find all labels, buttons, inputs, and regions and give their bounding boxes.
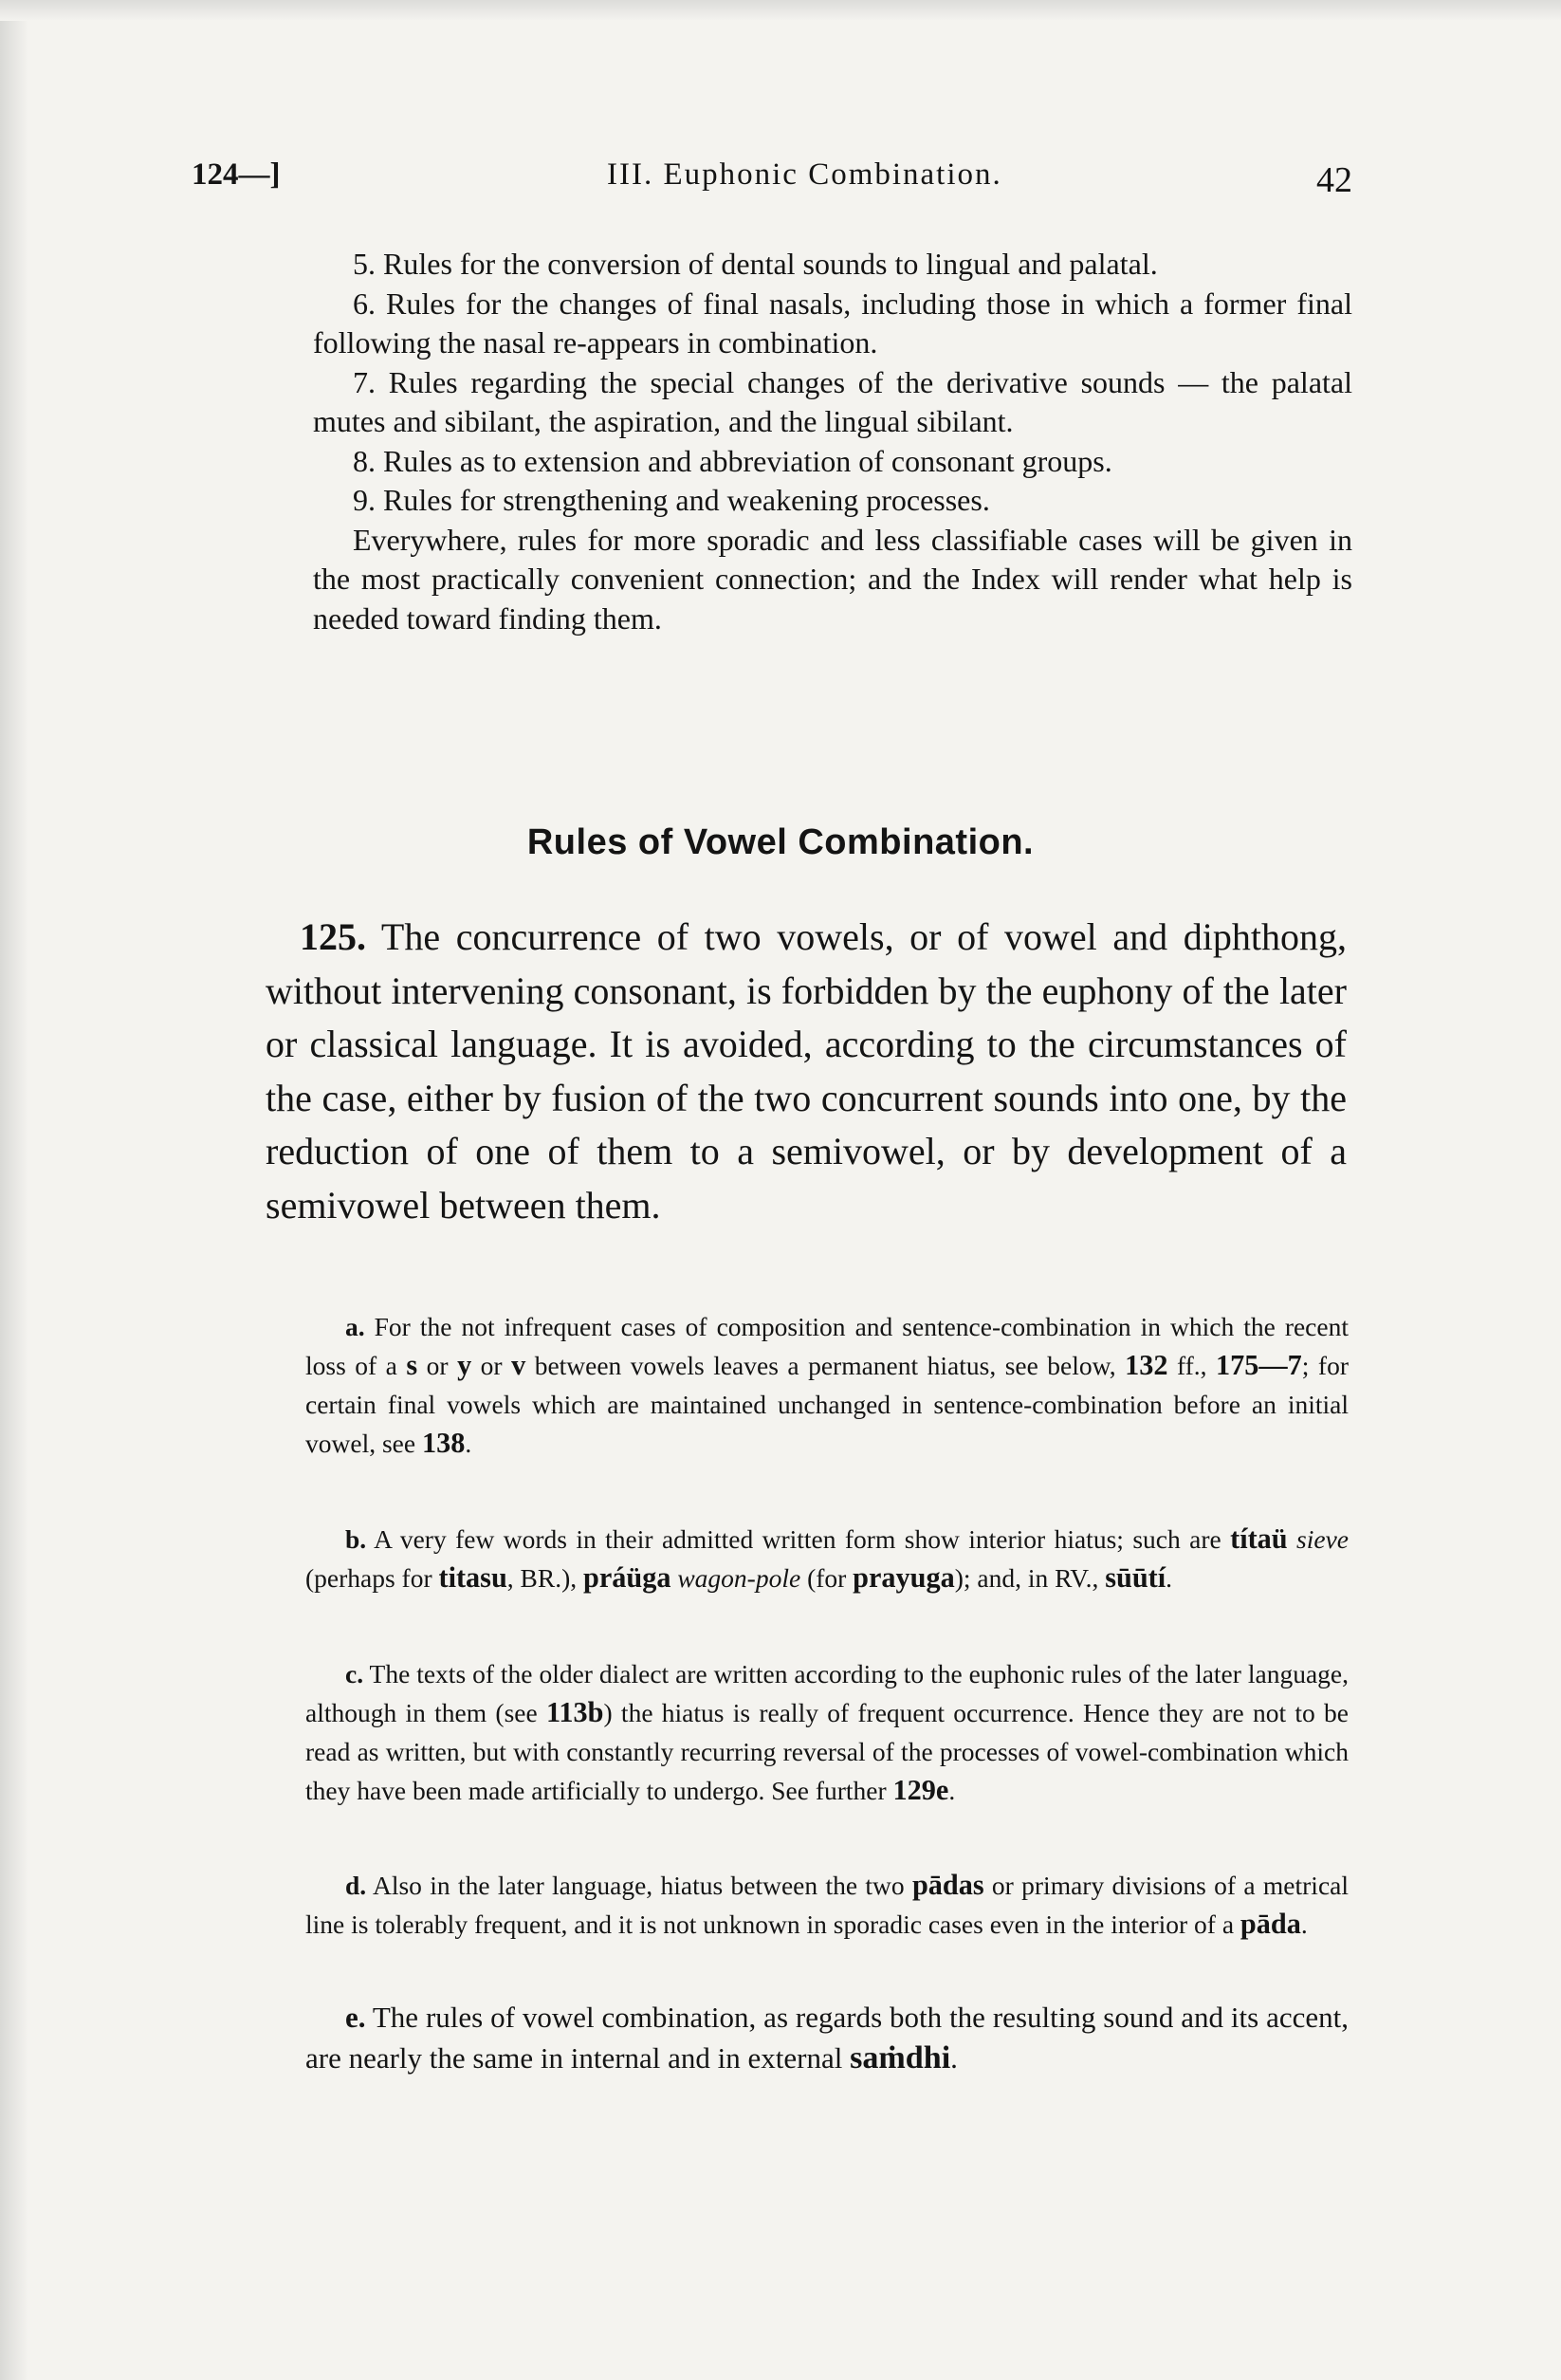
- sanskrit-word: sūūtí: [1105, 1561, 1166, 1594]
- note-text: or primary divisions of a metrical line is tolerably frequent, and it is not unknown in sporadic cases even in the interior of a: [305, 1871, 1350, 1939]
- sanskrit-word: práüga: [583, 1561, 671, 1594]
- note-text: .: [1166, 1563, 1173, 1593]
- sanskrit-letter: s: [406, 1349, 418, 1381]
- note-text: .: [465, 1429, 472, 1458]
- cross-reference: 113b: [545, 1696, 604, 1728]
- note-text: , BR.),: [506, 1563, 583, 1593]
- note-text: ) the hiatus is really of frequent occurrence. Hence they are not to be read as written, but with constantly recurring reversal of the processes of vowel-combination which they have been made artificially to undergo. See further: [305, 1698, 1349, 1805]
- note-text: .: [1300, 1910, 1308, 1939]
- cross-reference: 132: [1125, 1349, 1168, 1381]
- list-item: 8. Rules as to extension and abbreviation of consonant groups.: [353, 443, 1112, 478]
- note-text: The texts of the older dialect are written according to the euphonic rules of the later language, although in them (see: [305, 1659, 1349, 1727]
- section-heading: Rules of Vowel Combination.: [526, 822, 1035, 862]
- note-b: [305, 1520, 1349, 1597]
- note-text: or: [417, 1351, 458, 1380]
- cross-reference: 175—7: [1216, 1349, 1302, 1381]
- list-item: 6. Rules for the changes of final nasals, including those in which a former final following the nasal re-appears in combination.: [313, 286, 1352, 360]
- sanskrit-word: prayuga: [853, 1561, 955, 1594]
- list-item: 7. Rules regarding the special changes of the derivative sounds — the palatal mutes and sibilant, the aspiration, and the lingual sibilant.: [313, 364, 1352, 438]
- note-label: d.: [345, 1871, 367, 1900]
- paragraph-number: 125.: [300, 915, 366, 958]
- note-c: [305, 1654, 1349, 1810]
- note-text: between vowels leaves a permanent hiatus, see below,: [525, 1351, 1126, 1380]
- list-item: 9. Rules for strengthening and weakening processes.: [353, 483, 990, 517]
- note-label: e.: [345, 2001, 366, 2034]
- cross-reference: 129e: [892, 1774, 949, 1806]
- sanskrit-word: pāda: [1240, 1908, 1301, 1940]
- note-text: ; for certain final vowels which are maintained unchanged in sentence-combination before an initial vowel, see: [305, 1351, 1349, 1458]
- sanskrit-letter: v: [511, 1349, 526, 1381]
- page-number: 42: [1316, 160, 1352, 200]
- note-text: .: [948, 1776, 956, 1805]
- note-text: .: [950, 2041, 958, 2075]
- note-text: (for: [800, 1563, 854, 1593]
- sanskrit-letter: y: [457, 1349, 472, 1381]
- note-e: [305, 1997, 1349, 2078]
- cross-reference: 138: [421, 1427, 466, 1459]
- paragraph-text: The concurrence of two vowels, or of vowel and diphthong, without intervening consonant, is forbidden by the euphony of the later or classical language. It is avoided, according to the circumstances of the case, either by fusion of the two concurrent sounds into one, by the reduction of one of them to a semivowel, or by development of a semivowel between them.: [266, 915, 1347, 1227]
- gloss: wagon-pole: [677, 1563, 801, 1593]
- section-reference: 124—]: [192, 157, 281, 192]
- sanskrit-word: pādas: [911, 1869, 984, 1901]
- sanskrit-word: titasu: [438, 1561, 507, 1594]
- sanskrit-word: títaü: [1230, 1522, 1288, 1555]
- note-a: [305, 1307, 1349, 1463]
- note-text: (perhaps for: [305, 1563, 439, 1593]
- note-text: For the not infrequent cases of composition and sentence-combination in which the recent loss of a: [305, 1312, 1349, 1380]
- note-text: Also in the later language, hiatus between the two: [372, 1871, 912, 1900]
- note-text: A very few words in their admitted written form show interior hiatus; such are: [374, 1524, 1231, 1554]
- scan-shadow-top: [0, 0, 1561, 21]
- gloss: sieve: [1296, 1524, 1350, 1554]
- note-text: The rules of vowel combination, as regards both the resulting sound and its accent, are nearly the same in internal and in external: [305, 2001, 1349, 2075]
- paragraph-125: [266, 911, 1347, 1233]
- note-text: ); and, in RV.,: [954, 1563, 1106, 1593]
- note-text: ff.,: [1167, 1351, 1217, 1380]
- closing-paragraph: Everywhere, rules for more sporadic and less classifiable cases will be given in the most practically convenient connection; and the Index will render what help is needed toward finding them.: [313, 522, 1352, 636]
- scan-shadow-left: [0, 0, 28, 2380]
- note-label: b.: [345, 1524, 367, 1554]
- continued-rules-list: [313, 245, 1352, 638]
- note-label: a.: [345, 1312, 365, 1341]
- note-d: [305, 1866, 1349, 1944]
- list-item: 5. Rules for the conversion of dental sounds to lingual and palatal.: [353, 247, 1158, 281]
- note-text: or: [471, 1351, 512, 1380]
- sanskrit-word: saṁdhi: [850, 2040, 951, 2076]
- running-header: [192, 152, 1352, 209]
- running-title: III. Euphonic Combination.: [607, 157, 1002, 192]
- note-label: c.: [345, 1659, 364, 1688]
